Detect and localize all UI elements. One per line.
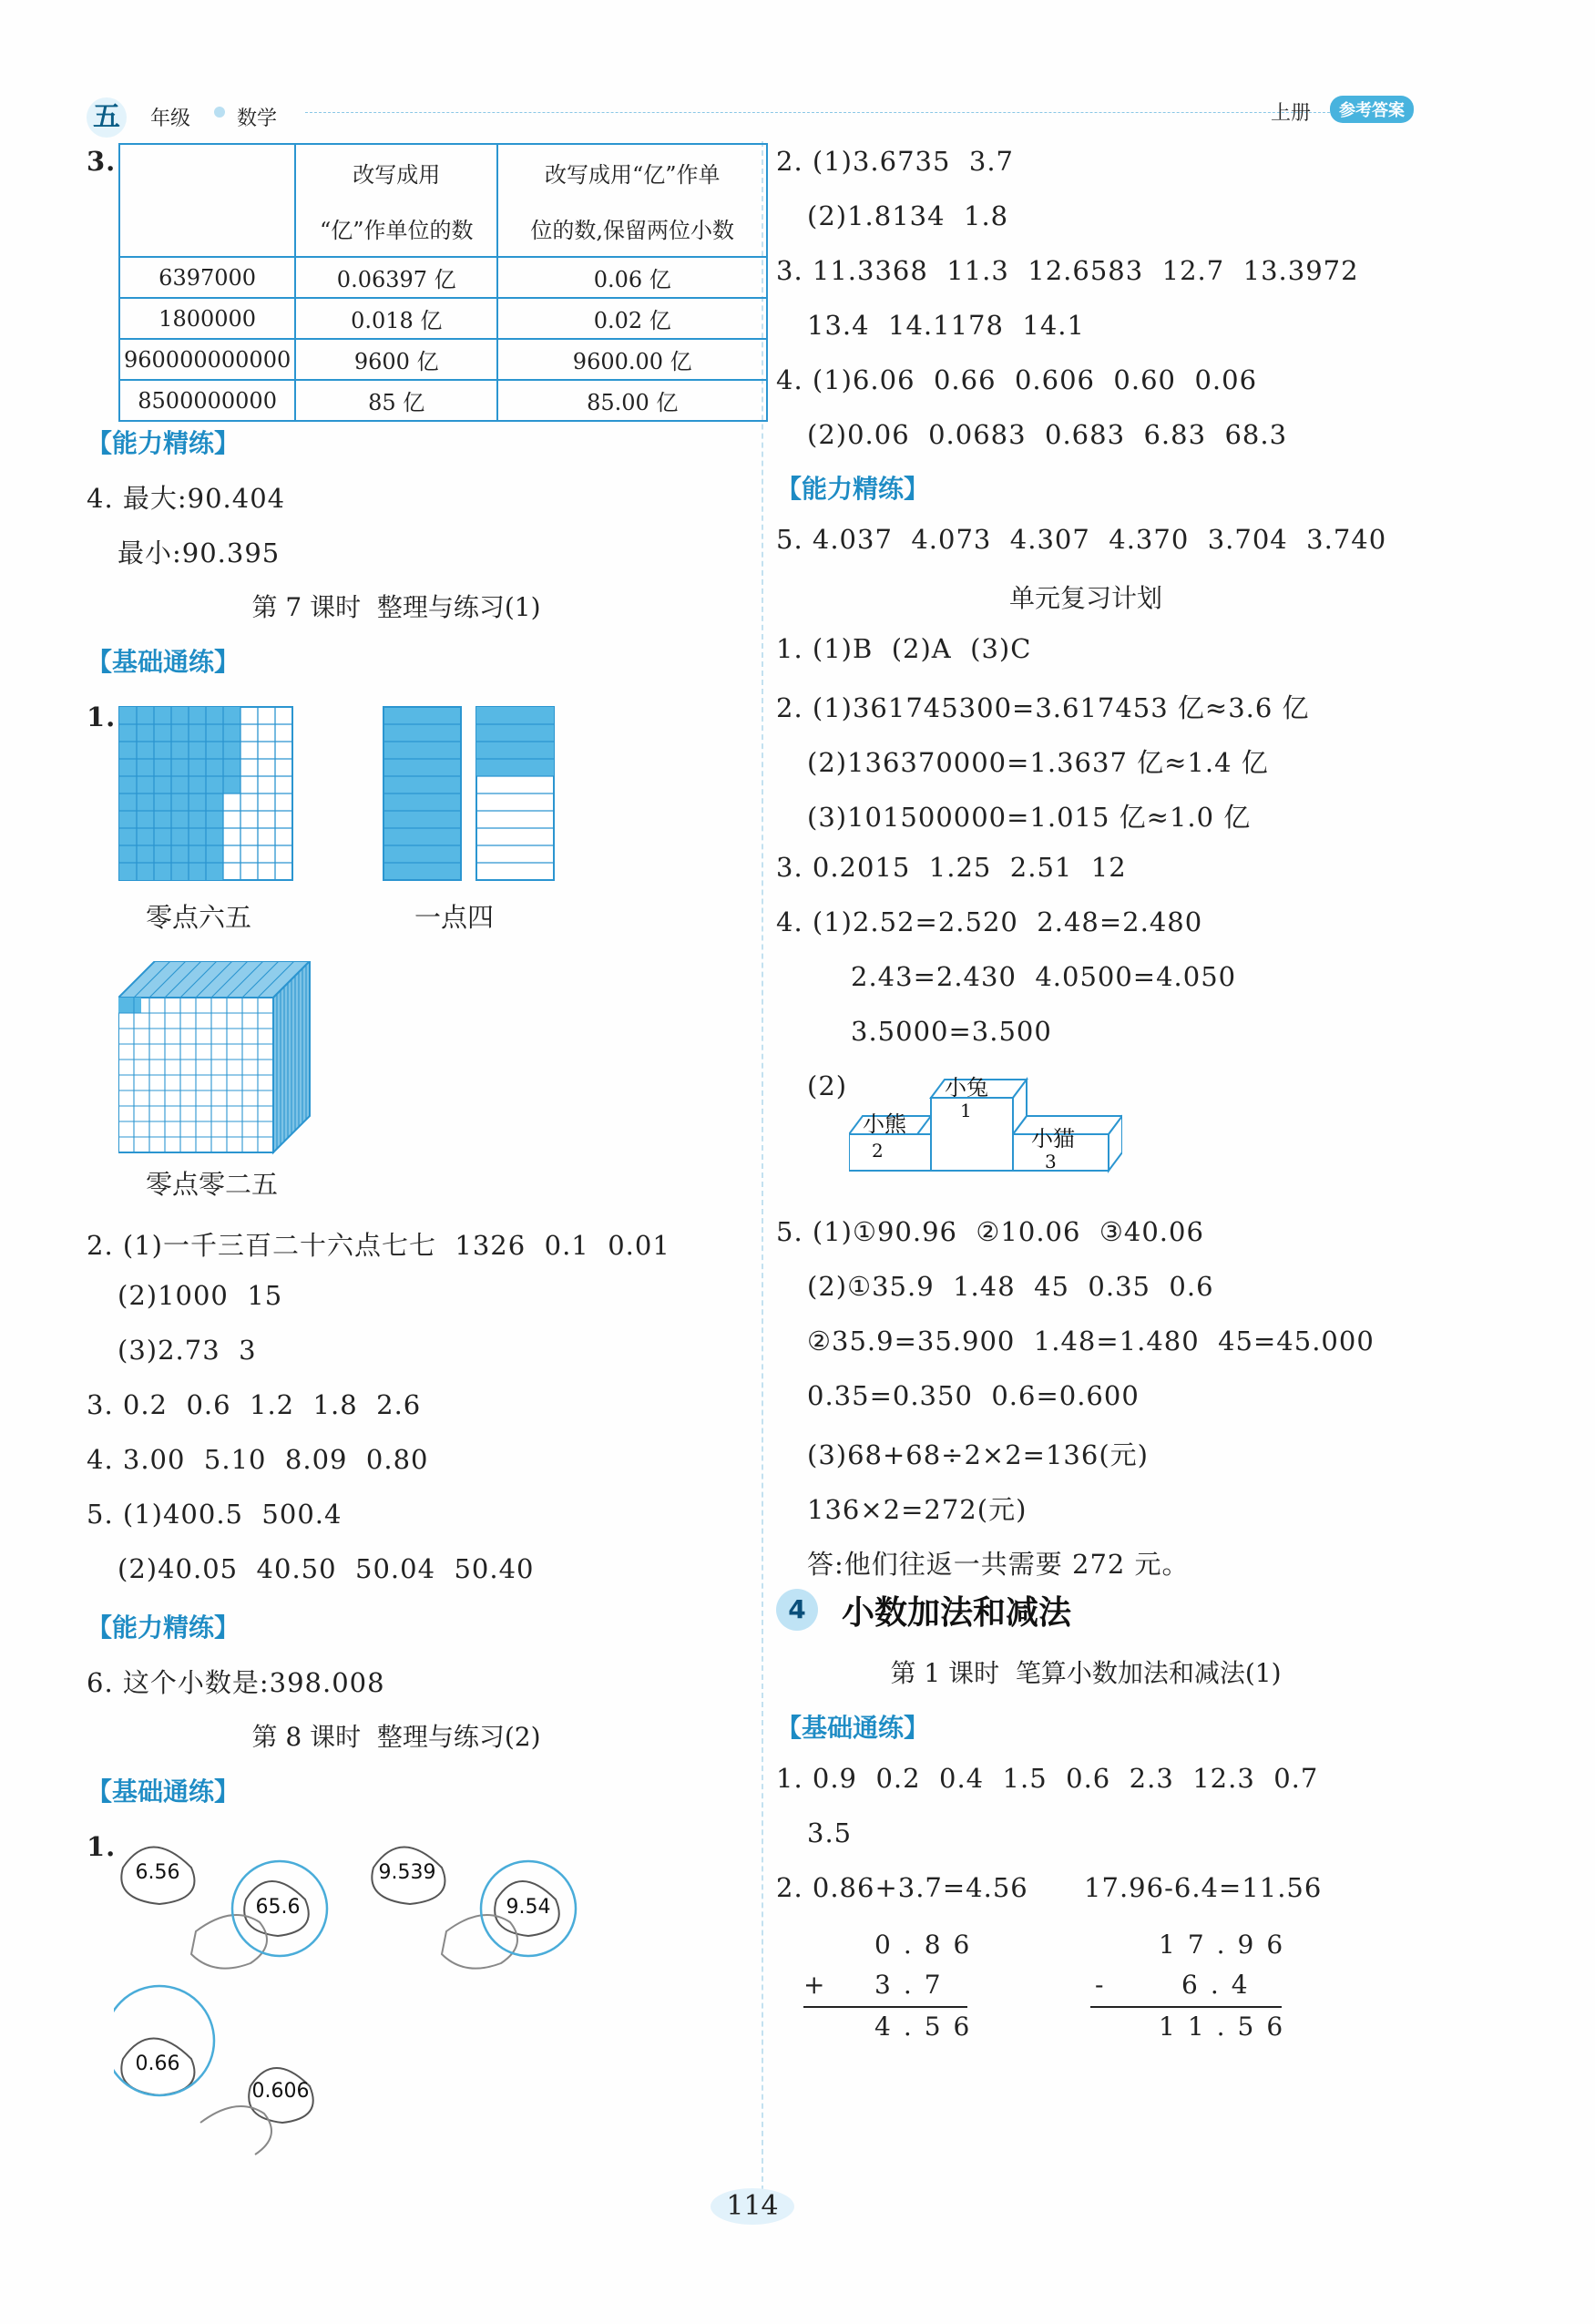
- chapter-heading: [776, 1585, 1441, 1640]
- table-cell: 0.02 亿: [497, 298, 767, 339]
- grid-figure-hundredths: [118, 706, 301, 888]
- figure-caption: 零点六五: [146, 902, 252, 933]
- page-header: [87, 94, 1421, 138]
- figure-caption: 零点零二五: [146, 1169, 279, 1200]
- table-cell: 6397000: [119, 257, 295, 298]
- difference: 11.56: [1159, 2012, 1296, 2042]
- answer-line: 1. (1)B (2)A (3)C: [776, 633, 1032, 664]
- table-header-2b: 位的数,保留两位小数: [497, 200, 767, 257]
- podium-third-name: 小猫: [1031, 1126, 1075, 1152]
- answer-line: 1. 0.9 0.2 0.4 1.5 0.6 2.3 12.3 0.7: [776, 1763, 1319, 1794]
- answer-line: (2)①35.9 1.48 45 0.35 0.6: [807, 1271, 1214, 1302]
- section-heading: 【能力精练】: [87, 428, 240, 458]
- answer-line: 5. (1)①90.96 ②10.06 ③40.06: [776, 1216, 1204, 1247]
- dot-icon: [214, 107, 225, 118]
- peach-value: 65.6: [255, 1896, 301, 1919]
- answer-line: 6. 这个小数是:398.008: [87, 1667, 385, 1698]
- answer-line: (3)2.73 3: [118, 1335, 257, 1366]
- answer-line: 0.35=0.350 0.6=0.600: [807, 1380, 1140, 1411]
- grade-label: 年级: [150, 107, 191, 130]
- chapter-title: 小数加法和减法: [842, 1593, 1072, 1632]
- answer-line: (2)40.05 40.50 50.04 50.40: [118, 1553, 535, 1584]
- lesson-title: 第 1 课时 笔算小数加法和减法(1): [890, 1658, 1282, 1688]
- answer-line: 4. (1)2.52=2.520 2.48=2.480: [776, 906, 1203, 937]
- answer-line: ②35.9=35.900 1.48=1.480 45=45.000: [807, 1326, 1375, 1357]
- figure-caption: 一点四: [414, 902, 495, 933]
- answer-line: 13.4 14.1178 14.1: [807, 310, 1085, 341]
- grade-badge: 五: [87, 97, 127, 138]
- sum-line: [803, 2006, 967, 2008]
- answer-line: 答:他们往返一共需要 272 元。: [807, 1549, 1190, 1580]
- addend: 3.7: [874, 1970, 954, 2000]
- podium-third-rank: 3: [1045, 1151, 1057, 1172]
- podium-second-name: 小熊: [863, 1111, 906, 1137]
- section-heading: 【基础通练】: [87, 1776, 240, 1807]
- subject-label: 数学: [237, 107, 278, 130]
- minuend: 17.96: [1159, 1930, 1296, 1960]
- grid-figure-tenths: [383, 706, 565, 888]
- answer-line: 4. (1)6.06 0.66 0.606 0.60 0.06: [776, 364, 1258, 395]
- q1-label: 1.: [87, 701, 117, 732]
- table-header-1b: “亿”作单位的数: [295, 200, 497, 257]
- header-divider: [305, 112, 1344, 113]
- table-cell: 9600 亿: [295, 339, 497, 380]
- podium-first-rank: 1: [960, 1100, 972, 1121]
- podium-figure: [849, 1066, 1122, 1193]
- table-row: [119, 339, 767, 380]
- peach-hedgehog-figure: [114, 1813, 697, 2159]
- answer-line: (2)1.8134 1.8: [807, 200, 1009, 231]
- column-divider: [762, 141, 763, 2218]
- cube-figure: [118, 961, 328, 1162]
- peach-value: 6.56: [135, 1861, 180, 1884]
- answer-line: (2): [807, 1070, 848, 1101]
- peach-value: 0.66: [135, 2053, 180, 2075]
- table-corner-b: [119, 200, 295, 257]
- answer-line: (3)68+68÷2×2=136(元): [807, 1439, 1149, 1470]
- table-row: [119, 380, 767, 421]
- table-header-1: 改写成用: [295, 144, 497, 200]
- table-cell: 0.018 亿: [295, 298, 497, 339]
- conversion-table: [118, 143, 768, 422]
- answer-line: 2. (1)361745300=3.617453 亿≈3.6 亿: [776, 692, 1310, 723]
- lesson-title: 第 7 课时 整理与练习(1): [251, 592, 541, 622]
- answer-line: 2. 0.86+3.7=4.56 17.96-6.4=11.56: [776, 1872, 1323, 1903]
- chapter-number: 4: [776, 1589, 818, 1631]
- answer-line: 4. 3.00 5.10 8.09 0.80: [87, 1444, 429, 1475]
- section-heading: 【能力精练】: [87, 1612, 240, 1643]
- answer-line: 3. 11.3368 11.3 12.6583 12.7 13.3972: [776, 255, 1359, 286]
- operator: -: [1095, 1970, 1117, 2000]
- table-cell: 1800000: [119, 298, 295, 339]
- answer-line: 136×2=272(元): [807, 1494, 1028, 1525]
- answer-line: 2. (1)一千三百二十六点七七 1326 0.1 0.01: [87, 1230, 670, 1261]
- answer-line: 3. 0.2 0.6 1.2 1.8 2.6: [87, 1389, 422, 1420]
- answer-line: 最小:90.395: [118, 537, 281, 568]
- volume-label: 上册: [1271, 102, 1312, 125]
- answer-key-badge: 参考答案: [1330, 96, 1414, 123]
- answer-line: 2. (1)3.6735 3.7: [776, 146, 1014, 177]
- answer-line: 5. (1)400.5 500.4: [87, 1499, 343, 1530]
- table-cell: 0.06 亿: [497, 257, 767, 298]
- section-heading: 【能力精练】: [776, 474, 930, 504]
- answer-line: 4. 最大:90.404: [87, 483, 286, 514]
- answer-line: (2)0.06 0.0683 0.683 6.83 68.3: [807, 419, 1288, 450]
- sum: 4.56: [874, 2012, 983, 2042]
- answer-line: 3.5: [807, 1817, 853, 1848]
- table-row: [119, 298, 767, 339]
- peach-value: 9.539: [378, 1861, 436, 1884]
- q3-label: 3.: [87, 146, 117, 177]
- table-header-2: 改写成用“亿”作单: [497, 144, 767, 200]
- podium-first-name: 小兔: [945, 1075, 988, 1101]
- answer-line: (3)101500000=1.015 亿≈1.0 亿: [807, 802, 1252, 833]
- table-cell: 9600.00 亿: [497, 339, 767, 380]
- lesson-title: 第 8 课时 整理与练习(2): [251, 1722, 541, 1752]
- page-number: 114: [711, 2188, 794, 2225]
- difference-line: [1090, 2006, 1282, 2008]
- table-cell: 85 亿: [295, 380, 497, 421]
- table-row: [119, 257, 767, 298]
- addend: 0.86: [874, 1930, 983, 1960]
- table-cell: 8500000000: [119, 380, 295, 421]
- table-cell: 85.00 亿: [497, 380, 767, 421]
- peach-value: 0.606: [251, 2080, 310, 2103]
- table-corner: [119, 144, 295, 200]
- podium-second-rank: 2: [872, 1140, 884, 1162]
- table-cell: 960000000000: [119, 339, 295, 380]
- operator: +: [803, 1970, 838, 2000]
- subtrahend: 6.4: [1181, 1970, 1261, 2000]
- peach-value: 9.54: [506, 1896, 551, 1919]
- table-cell: 0.06397 亿: [295, 257, 497, 298]
- section-heading: 【基础通练】: [87, 647, 240, 677]
- section-heading: 【基础通练】: [776, 1713, 930, 1743]
- answer-line: (2)136370000=1.3637 亿≈1.4 亿: [807, 747, 1269, 778]
- review-title: 单元复习计划: [1008, 583, 1162, 613]
- answer-line: (2)1000 15: [118, 1280, 283, 1311]
- answer-line: 5. 4.037 4.073 4.307 4.370 3.704 3.740: [776, 524, 1387, 555]
- answer-line: 2.43=2.430 4.0500=4.050: [851, 961, 1237, 992]
- answer-line: 3. 0.2015 1.25 2.51 12: [776, 852, 1127, 883]
- answer-line: 3.5000=3.500: [851, 1016, 1052, 1047]
- q1-label: 1.: [87, 1831, 117, 1862]
